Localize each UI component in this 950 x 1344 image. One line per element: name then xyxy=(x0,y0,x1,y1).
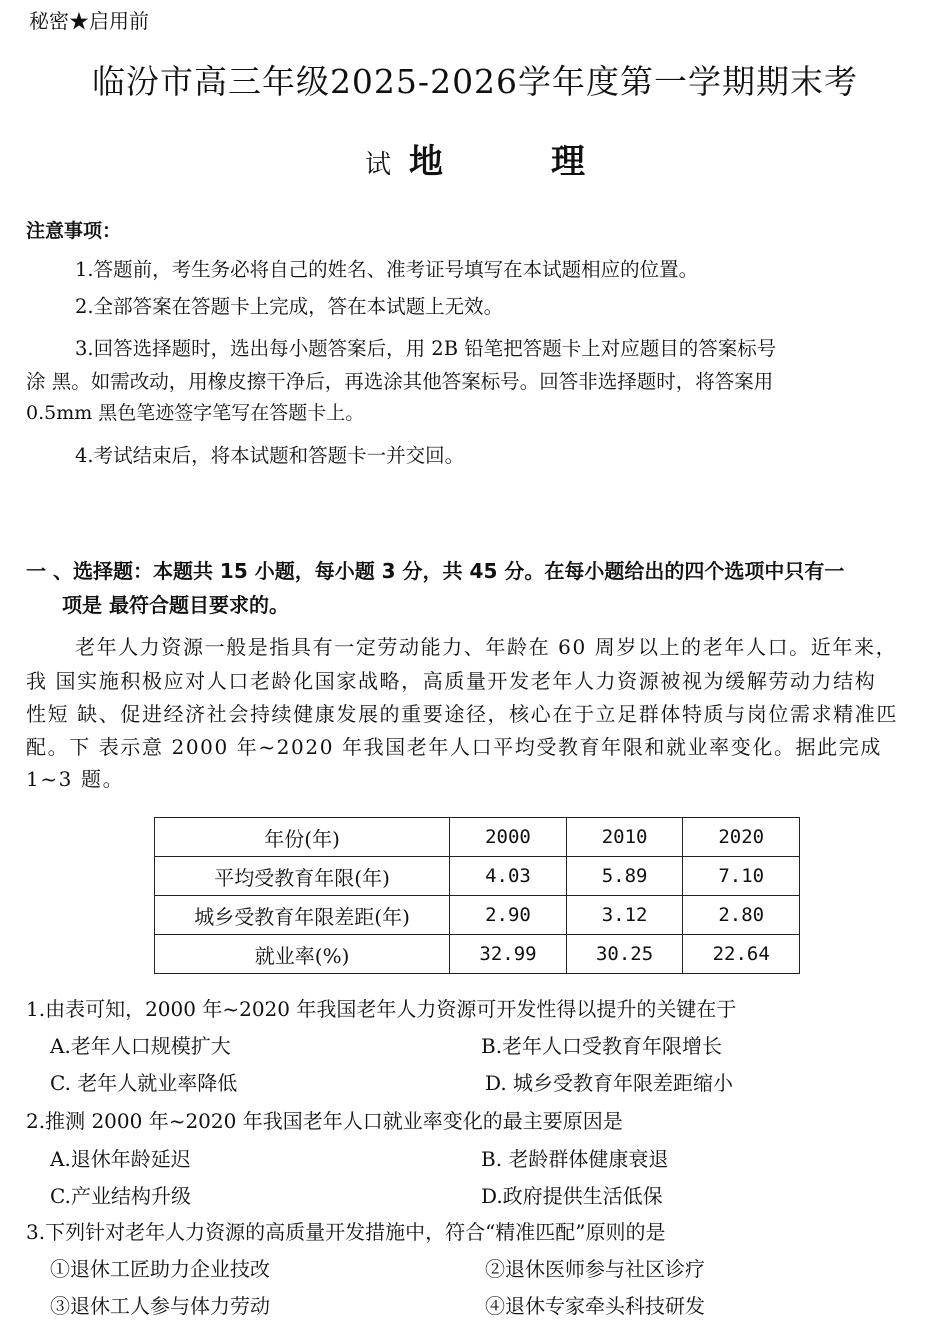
question-3-option-1: ①退休工匠助力企业技改 xyxy=(50,1257,270,1281)
question-3-option-2: ②退休医师参与社区诊疗 xyxy=(485,1257,705,1281)
question-2-option-b: B. 老龄群体健康衰退 xyxy=(481,1147,669,1171)
question-2-stem: 2.推测 2000 年~2020 年我国老年人口就业率变化的最主要原因是 xyxy=(26,1109,623,1133)
table-cell: 就业率(%) xyxy=(155,935,450,974)
table-cell: 30.25 xyxy=(566,935,683,974)
table-cell: 22.64 xyxy=(683,935,800,974)
table-row xyxy=(155,896,800,935)
question-1-option-a: A.老年人口规模扩大 xyxy=(50,1034,231,1058)
table-row xyxy=(155,935,800,974)
notice-item-1: 1.答题前，考生务必将自己的姓名、准考证号填写在本试题相应的位置。 xyxy=(75,258,699,281)
question-2-option-d: D.政府提供生活低保 xyxy=(481,1184,663,1208)
subject-char-1: 地 xyxy=(409,142,443,182)
table-header-cell: 2010 xyxy=(566,818,683,857)
notice-item-3: 3.回答选择题时，选出每小题答案后，用 2B 铅笔把答题卡上对应题目的答案标号 xyxy=(75,337,777,360)
question-3-option-3: ③退休工人参与体力劳动 xyxy=(50,1294,270,1318)
section-heading: 一 、选择题：本题共 15 小题，每小题 3 分，共 45 分。在每小题给出的四个选项中只有一 xyxy=(26,559,845,583)
passage-line-2: 我 国实施积极应对人口老龄化国家战略，高质量开发老年人力资源被视为缓解劳动力结构 xyxy=(26,669,877,693)
notice-item-3-cont: 涂 黑。如需改动，用橡皮擦干净后，再选涂其他答案标号。回答非选择题时，将答案用 xyxy=(26,370,774,393)
table-cell: 2.90 xyxy=(450,896,567,935)
education-table xyxy=(154,817,800,974)
table-header-cell: 2000 xyxy=(450,818,567,857)
notice-item-4: 4.考试结束后，将本试题和答题卡一并交回。 xyxy=(75,444,465,467)
confidential-label: 秘密★启用前 xyxy=(29,9,149,33)
notice-item-3-cont2: 0.5mm 黑色笔迹签字笔写在答题卡上。 xyxy=(26,402,365,424)
question-3-option-4: ④退休专家牵头科技研发 xyxy=(485,1294,705,1318)
table-cell: 4.03 xyxy=(450,857,567,896)
subject-title xyxy=(0,134,950,183)
passage-line-4: 配。下 表示意 2000 年~2020 年我国老年人口平均受教育年限和就业率变化。据此完成 xyxy=(26,735,882,759)
table-cell: 平均受教育年限(年) xyxy=(155,857,450,896)
question-1-option-d: D. 城乡受教育年限差距缩小 xyxy=(485,1071,734,1095)
question-1-option-c: C. 老年人就业率降低 xyxy=(50,1071,238,1095)
passage-line-1: 老年人力资源一般是指具有一定劳动能力、年龄在 60 周岁以上的老年人口。近年来， xyxy=(75,635,898,659)
notice-item-2: 2.全部答案在答题卡上完成，答在本试题上无效。 xyxy=(75,295,504,318)
question-1-option-b: B.老年人口受教育年限增长 xyxy=(481,1034,723,1058)
passage-line-3: 性短 缺、促进经济社会持续健康发展的重要途径，核心在于立足群体特质与岗位需求精准匹 xyxy=(26,702,898,726)
section-heading-cont: 项是 最符合题目要求的。 xyxy=(62,593,289,617)
table-cell: 城乡受教育年限差距(年) xyxy=(155,896,450,935)
subject-prefix: 试 xyxy=(364,150,391,180)
table-header-cell: 2020 xyxy=(683,818,800,857)
question-2-option-c: C.产业结构升级 xyxy=(50,1184,191,1208)
question-1-stem: 1.由表可知，2000 年~2020 年我国老年人力资源可开发性得以提升的关键在于 xyxy=(26,997,737,1021)
question-3-stem: 3.下列针对老年人力资源的高质量开发措施中，符合“精准匹配”原则的是 xyxy=(26,1220,666,1244)
subject-char-2: 理 xyxy=(551,142,585,182)
passage-line-5: 1~3 题。 xyxy=(26,767,125,791)
notice-heading: 注意事项： xyxy=(26,220,122,242)
table-header-cell: 年份(年) xyxy=(155,818,450,857)
table-cell: 5.89 xyxy=(566,857,683,896)
question-2-option-a: A.退休年龄延迟 xyxy=(50,1147,191,1171)
table-header-row xyxy=(155,818,800,857)
table-cell: 2.80 xyxy=(683,896,800,935)
table-cell: 7.10 xyxy=(683,857,800,896)
exam-title: 临汾市高三年级2025-2026学年度第一学期期末考 xyxy=(91,62,859,101)
table-row xyxy=(155,857,800,896)
table-cell: 3.12 xyxy=(566,896,683,935)
table-cell: 32.99 xyxy=(450,935,567,974)
